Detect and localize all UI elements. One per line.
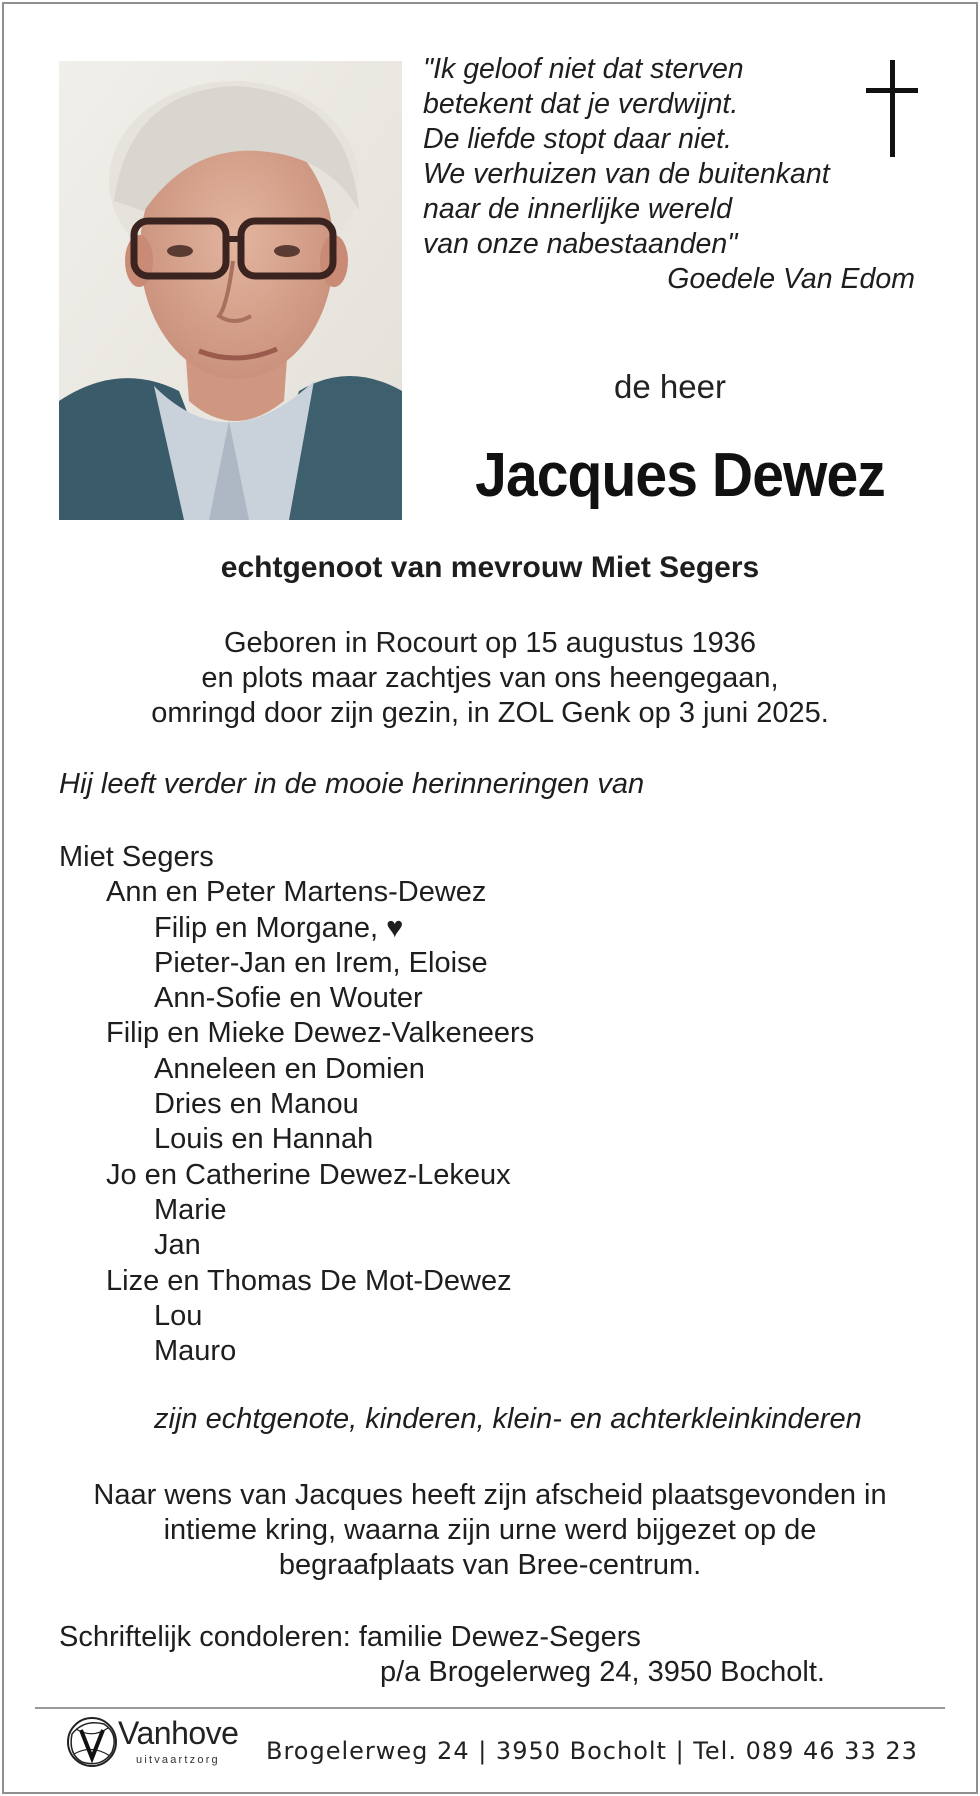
vanhove-logo-icon — [64, 1714, 120, 1770]
biography — [0, 626, 980, 731]
condolence-address: p/a Brogelerweg 24, 3950 Bocholt. — [380, 1656, 825, 1688]
quote-line: van onze nabestaanden" — [423, 228, 738, 260]
family-member: Louis en Hannah — [154, 1123, 374, 1156]
family-list — [59, 840, 534, 1369]
bio-line: omringd door zijn gezin, in ZOL Genk op 3 juni 2025. — [151, 697, 829, 729]
family-member: Lize en Thomas De Mot-Dewez — [106, 1264, 512, 1297]
quote-block — [423, 52, 923, 297]
funeral-line: begraafplaats van Bree-centrum. — [278, 1549, 702, 1581]
family-member: Anneleen en Domien — [154, 1052, 425, 1085]
family-member: Miet Segers — [59, 841, 214, 873]
relations-line: zijn echtgenote, kinderen, klein- en achterkleinkinderen — [154, 1403, 862, 1435]
cross-icon — [862, 60, 922, 160]
family-member: Ann-Sofie en Wouter — [154, 982, 423, 1015]
family-member: Jan — [154, 1229, 201, 1262]
quote-line: betekent dat je verdwijnt. — [423, 88, 739, 120]
family-member: Mauro — [154, 1335, 237, 1368]
quote-line: "Ik geloof niet dat sterven — [423, 53, 744, 85]
funeral-line: Naar wens van Jacques heeft zijn afscheid plaatsgevonden in — [93, 1479, 887, 1511]
condolence-line: Schriftelijk condoleren: familie Dewez-Segers — [59, 1621, 641, 1653]
family-member: Ann en Peter Martens-Dewez — [106, 876, 487, 909]
family-member: Pieter-Jan en Irem, Eloise — [154, 946, 488, 979]
quote-author: Goedele Van Edom — [667, 263, 915, 295]
family-member: Marie — [154, 1193, 227, 1226]
portrait-photo — [59, 61, 402, 520]
brand-subtitle: uitvaartzorg — [136, 1754, 220, 1766]
deceased-name: Jacques Dewez — [475, 441, 885, 510]
brand-name: Vanhove — [118, 1715, 239, 1751]
quote-line: naar de innerlijke wereld — [423, 193, 732, 225]
family-member: Lou — [154, 1299, 203, 1332]
family-member: Jo en Catherine Dewez-Lekeux — [106, 1158, 511, 1191]
spouse-line: echtgenoot van mevrouw Miet Segers — [220, 551, 760, 584]
family-member: Filip en Morgane, ♥ — [154, 911, 404, 944]
family-member: Filip en Mieke Dewez-Valkeneers — [106, 1017, 535, 1050]
quote-line: We verhuizen van de buitenkant — [423, 158, 830, 190]
family-member: Dries en Manou — [154, 1088, 359, 1121]
honorific: de heer — [614, 368, 726, 405]
footer-divider — [35, 1707, 945, 1709]
bio-line: en plots maar zachtjes van ons heengegaan, — [201, 662, 779, 694]
quote-line: De liefde stopt daar niet. — [423, 123, 732, 155]
memory-intro: Hij leeft verder in de mooie herinneringen van — [59, 768, 645, 800]
condolence-block — [59, 1620, 825, 1690]
funeral-line: intieme kring, waarna zijn urne werd bijgezet op de — [163, 1514, 817, 1546]
funeral-notice — [40, 1478, 940, 1583]
bio-line: Geboren in Rocourt op 15 augustus 1936 — [223, 627, 757, 659]
footer-address: Brogelerweg 24 | 3950 Bocholt | Tel. 089 46 33 23 — [266, 1737, 918, 1765]
